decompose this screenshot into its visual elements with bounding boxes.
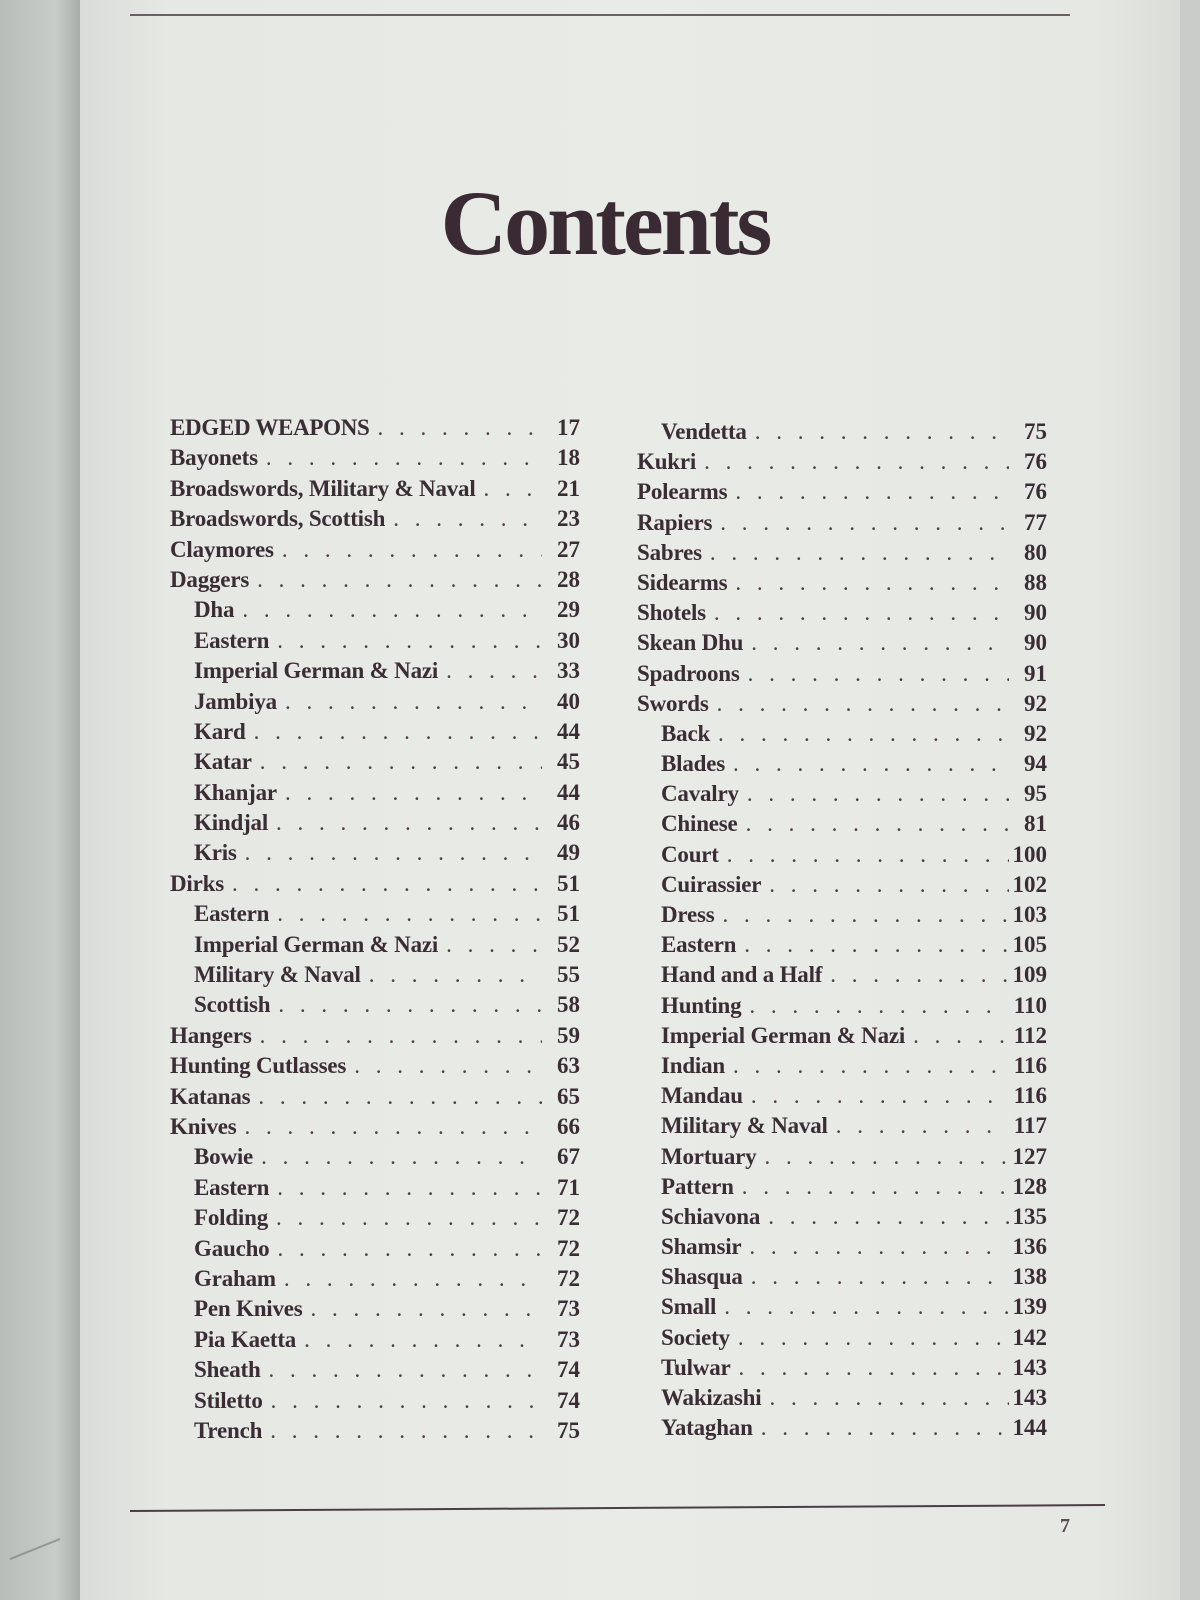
dot-leader (369, 960, 542, 990)
toc-entry-label: Daggers (170, 566, 250, 592)
dot-leader (769, 1383, 1008, 1413)
toc-entry-label: Spadroons (637, 660, 740, 686)
dot-leader (354, 1051, 542, 1081)
toc-entry-label: Imperial German & Nazi (194, 931, 439, 957)
dot-leader (739, 1353, 1009, 1383)
toc-entry (637, 1323, 1047, 1353)
toc-entry-label: Small (661, 1294, 717, 1320)
dot-leader (484, 474, 542, 504)
toc-entry-page: 73 (557, 1326, 580, 1352)
toc-entry-page: 71 (557, 1174, 580, 1200)
dot-leader (242, 595, 542, 625)
toc-entry (170, 747, 580, 777)
toc-entry (170, 687, 580, 717)
dot-leader (704, 447, 1009, 477)
toc-entry-label: Stiletto (194, 1387, 263, 1413)
toc-entry (637, 809, 1047, 839)
toc-entry (170, 838, 580, 868)
top-rule (130, 14, 1070, 16)
toc-entry-page: 127 (1012, 1143, 1047, 1169)
toc-entry-label: Wakizashi (661, 1385, 762, 1410)
toc-entry-page: 135 (1012, 1203, 1047, 1229)
dot-leader (710, 538, 1009, 568)
toc-entry (170, 1021, 580, 1051)
toc-entry-label: Mandau (661, 1083, 743, 1109)
toc-entry (637, 1111, 1047, 1141)
toc-entry-page: 66 (557, 1113, 580, 1139)
toc-entry-label: Tulwar (661, 1354, 731, 1380)
toc-entry (170, 1386, 580, 1416)
toc-entry-label: Hand and a Half (661, 962, 823, 988)
dot-leader (718, 719, 1009, 749)
toc-entry-page: 136 (1012, 1234, 1047, 1260)
dot-leader (764, 1142, 1008, 1172)
dot-leader (735, 477, 1009, 507)
dot-leader (724, 1292, 1008, 1322)
toc-entry-label: Back (661, 720, 711, 746)
toc-entry-page: 109 (1012, 962, 1047, 988)
toc-entry (170, 1082, 580, 1112)
dot-leader (733, 749, 1009, 779)
dot-leader (271, 1386, 542, 1416)
toc-entry-label: Pattern (661, 1173, 734, 1199)
toc-entry-label: Bayonets (170, 445, 258, 471)
toc-entry-label: Court (661, 841, 719, 867)
toc-entry-page: 17 (557, 415, 580, 440)
toc-entry-page: 94 (1024, 751, 1047, 777)
toc-entry (637, 1202, 1047, 1232)
dot-leader (260, 747, 542, 777)
dot-leader (755, 417, 1009, 447)
toc-entry-page: 55 (557, 962, 580, 988)
dot-leader (746, 809, 1009, 839)
dot-leader (270, 1416, 542, 1446)
toc-entry-label: Eastern (194, 901, 270, 927)
toc-entry-label: Pia Kaetta (194, 1326, 297, 1352)
toc-entry-label: Khanjar (194, 779, 277, 805)
dot-leader (304, 1325, 542, 1355)
dot-leader (751, 628, 1009, 658)
toc-entry-label: Society (661, 1324, 730, 1350)
toc-entry (637, 628, 1047, 658)
toc-entry (637, 1051, 1047, 1081)
dot-leader (761, 1413, 1009, 1443)
toc-entry (637, 568, 1047, 598)
toc-entry-label: Eastern (194, 627, 270, 653)
toc-entry-label: Indian (661, 1052, 726, 1078)
toc-entry (170, 1264, 580, 1294)
toc-entry (637, 447, 1047, 477)
dot-leader (733, 1051, 1009, 1081)
toc-entry-page: 88 (1024, 569, 1047, 595)
toc-entry (170, 535, 580, 565)
toc-entry-label: Shasqua (661, 1264, 743, 1290)
toc-entry-label: Kindjal (194, 810, 269, 836)
toc-entry-page: 75 (1024, 419, 1047, 444)
dot-leader (254, 717, 542, 747)
dot-leader (278, 990, 542, 1020)
dot-leader (749, 991, 1009, 1021)
toc-entry-label: Sheath (194, 1357, 261, 1383)
toc-entry-label: Hunting (661, 992, 742, 1018)
toc-entry (637, 719, 1047, 749)
toc-entry-page: 139 (1012, 1294, 1047, 1320)
toc-entry-page: 59 (557, 1022, 580, 1048)
toc-entry-page: 76 (1024, 479, 1047, 505)
toc-entry (170, 960, 580, 990)
toc-entry-label: Skean Dhu (637, 630, 744, 656)
toc-entry-page: 103 (1012, 902, 1047, 927)
dot-leader (913, 1021, 1009, 1051)
toc-entry-page: 30 (557, 627, 580, 653)
toc-entry-page: 51 (557, 870, 580, 896)
toc-entry-page: 40 (557, 688, 580, 714)
toc-entry (170, 443, 580, 473)
toc-column-left (170, 413, 580, 1446)
toc-entry-page: 143 (1012, 1354, 1047, 1380)
toc-entry-page: 52 (557, 931, 580, 957)
toc-entry-label: Sidearms (637, 569, 728, 595)
dot-leader (260, 1021, 542, 1051)
toc-entry (637, 1232, 1047, 1262)
toc-entry-label: Kard (194, 718, 246, 744)
toc-entry-page: 23 (557, 506, 580, 532)
toc-entry (170, 1112, 580, 1142)
toc-entry (170, 1355, 580, 1385)
toc-entry-page: 143 (1012, 1385, 1047, 1410)
dot-leader (245, 838, 542, 868)
toc-entry-label: Jambiya (194, 688, 277, 714)
toc-entry-page: 72 (557, 1235, 580, 1261)
toc-entry-label: Military & Naval (661, 1113, 828, 1139)
toc-entry-page: 21 (557, 475, 580, 501)
toc-entry (170, 413, 580, 443)
dot-leader (714, 598, 1009, 628)
toc-column-right (637, 417, 1047, 1443)
toc-entry (170, 565, 580, 595)
toc-entry (170, 1416, 580, 1446)
toc-entry (637, 870, 1047, 900)
toc-entry (170, 1142, 580, 1172)
toc-entry (637, 960, 1047, 990)
dot-leader (735, 568, 1009, 598)
toc-entry-label: Dha (194, 597, 235, 623)
toc-entry-label: Cuirassier (661, 871, 762, 897)
toc-entry (637, 689, 1047, 719)
toc-entry (170, 899, 580, 929)
toc-entry-page: 91 (1024, 660, 1047, 686)
toc-entry-label: Sabres (637, 539, 702, 565)
toc-entry-page: 142 (1012, 1324, 1047, 1350)
toc-entry (170, 990, 580, 1020)
toc-entry-label: Imperial German & Nazi (194, 658, 439, 684)
toc-entry-label: Dress (661, 902, 715, 927)
toc-entry (637, 840, 1047, 870)
toc-entry-label: Trench (194, 1417, 263, 1443)
toc-entry-page: 45 (557, 749, 580, 775)
toc-entry-page: 67 (557, 1144, 580, 1170)
dot-leader (276, 1203, 542, 1233)
toc-entry-label: Vendetta (661, 419, 747, 444)
dot-leader (285, 778, 542, 808)
dot-leader (232, 869, 542, 899)
toc-entry (170, 626, 580, 656)
toc-entry (170, 1294, 580, 1324)
dot-leader (258, 1082, 542, 1112)
dot-leader (285, 687, 542, 717)
toc-entry-page: 74 (557, 1387, 580, 1413)
dot-leader (747, 779, 1009, 809)
toc-entry-page: 18 (557, 445, 580, 471)
toc-entry-label: Kukri (637, 449, 697, 475)
dot-leader (261, 1142, 542, 1172)
page-number: 7 (1060, 1515, 1070, 1537)
toc-entry-page: 51 (557, 901, 580, 927)
toc-entry-page: 144 (1012, 1415, 1047, 1441)
toc-entry-page: 100 (1012, 841, 1047, 867)
toc-entry (637, 477, 1047, 507)
toc-entry-label: Hunting Cutlasses (170, 1053, 347, 1079)
dot-leader (830, 960, 1008, 990)
toc-entry-page: 138 (1012, 1264, 1047, 1290)
toc-entry-page: 77 (1024, 509, 1047, 535)
toc-entry-label: Swords (637, 690, 709, 716)
dot-leader (257, 565, 542, 595)
dot-leader (277, 1234, 542, 1264)
toc-entry-label: Broadswords, Military & Naval (170, 475, 476, 501)
toc-entry (637, 538, 1047, 568)
dot-leader (748, 659, 1009, 689)
dot-leader (768, 1202, 1008, 1232)
toc-entry-label: Blades (661, 751, 725, 777)
toc-entry-page: 63 (557, 1053, 580, 1079)
toc-entry-page: 76 (1024, 449, 1047, 475)
toc-entry (170, 656, 580, 686)
toc-entry-label: Mortuary (661, 1143, 757, 1169)
dot-leader (276, 808, 542, 838)
dot-leader (720, 508, 1009, 538)
toc-entry-label: Gaucho (194, 1235, 270, 1261)
toc-entry-label: Imperial German & Nazi (661, 1022, 906, 1048)
toc-entry (637, 1383, 1047, 1413)
dot-leader (378, 413, 542, 443)
dot-leader (393, 504, 542, 534)
toc-entry-page: 73 (557, 1296, 580, 1322)
dot-leader (751, 1081, 1009, 1111)
toc-entry (637, 1292, 1047, 1322)
toc-entry (637, 749, 1047, 779)
toc-entry (170, 1325, 580, 1355)
toc-entry (170, 930, 580, 960)
toc-entry (170, 504, 580, 534)
page-title: Contents (440, 172, 770, 274)
toc-entry-page: 65 (557, 1083, 580, 1109)
toc-entry (637, 1142, 1047, 1172)
toc-entry-label: Folding (194, 1205, 269, 1231)
toc-entry-page: 72 (557, 1265, 580, 1291)
toc-entry-label: Bowie (194, 1144, 254, 1170)
toc-entry-page: 75 (557, 1417, 580, 1443)
toc-entry-label: Eastern (194, 1174, 270, 1200)
dot-leader (266, 443, 542, 473)
toc-entry-page: 105 (1012, 932, 1047, 958)
toc-entry-label: Graham (194, 1265, 276, 1291)
toc-entry (637, 779, 1047, 809)
toc-entry (637, 991, 1047, 1021)
toc-entry-label: Hangers (170, 1022, 252, 1048)
toc-entry-page: 90 (1024, 630, 1047, 656)
toc-entry (637, 1081, 1047, 1111)
dot-leader (769, 870, 1008, 900)
toc-entry-page: 74 (557, 1357, 580, 1383)
toc-entry-label: Chinese (661, 811, 738, 837)
dot-leader (446, 930, 542, 960)
dot-leader (742, 1172, 1009, 1202)
toc-entry-page: 92 (1024, 690, 1047, 716)
dot-leader (727, 840, 1009, 870)
toc-entry-page: 95 (1024, 781, 1047, 807)
toc-entry (637, 1262, 1047, 1292)
toc-entry (170, 1234, 580, 1264)
toc-entry-label: Katar (194, 749, 252, 775)
toc-entry-page: 29 (557, 597, 580, 623)
toc-entry (170, 1203, 580, 1233)
toc-entry-label: Polearms (637, 479, 728, 505)
dot-leader (723, 900, 1009, 930)
toc-entry-label: Rapiers (637, 509, 713, 535)
toc-entry (637, 1172, 1047, 1202)
dot-leader (277, 1173, 542, 1203)
toc-entry (637, 930, 1047, 960)
toc-entry-page: 44 (557, 779, 580, 805)
toc-entry (637, 1021, 1047, 1051)
toc-entry (170, 595, 580, 625)
toc-entry-page: 116 (1013, 1052, 1047, 1078)
toc-entry-label: Military & Naval (194, 962, 361, 988)
toc-entry (637, 508, 1047, 538)
toc-entry-label: Yataghan (661, 1415, 753, 1441)
toc-entry-label: EDGED WEAPONS (170, 415, 370, 440)
dot-leader (284, 1264, 542, 1294)
toc-entry-label: Shamsir (661, 1234, 742, 1260)
toc-entry-label: Eastern (661, 932, 737, 958)
toc-entry (637, 417, 1047, 447)
toc-entry (637, 1353, 1047, 1383)
toc-entry-page: 46 (557, 810, 580, 836)
dot-leader (749, 1232, 1008, 1262)
toc-entry-label: Dirks (170, 870, 224, 896)
toc-entry (637, 659, 1047, 689)
toc-entry-label: Kris (194, 840, 237, 866)
toc-entry-label: Katanas (170, 1083, 251, 1109)
dot-leader (836, 1111, 1009, 1141)
toc-entry (637, 1413, 1047, 1443)
toc-entry-label: Knives (170, 1113, 237, 1139)
toc-entry-page: 28 (557, 566, 580, 592)
toc-entry-label: Scottish (194, 992, 271, 1018)
toc-entry-page: 102 (1012, 871, 1047, 897)
toc-entry-page: 92 (1024, 720, 1047, 746)
toc-entry (170, 717, 580, 747)
dot-leader (446, 656, 542, 686)
dot-leader (269, 1355, 542, 1385)
toc-entry (637, 900, 1047, 930)
toc-entry (170, 808, 580, 838)
toc-entry-label: Cavalry (661, 781, 739, 807)
toc-entry (637, 598, 1047, 628)
dot-leader (277, 899, 542, 929)
toc-entry-page: 44 (557, 718, 580, 744)
toc-entry-page: 27 (557, 536, 580, 562)
toc-entry-page: 80 (1024, 539, 1047, 565)
toc-entry-label: Broadswords, Scottish (170, 506, 386, 532)
adjacent-page-edge (0, 0, 80, 1600)
toc-entry (170, 1173, 580, 1203)
toc-entry-page: 58 (557, 992, 580, 1018)
toc-entry-label: Schiavona (661, 1203, 761, 1229)
toc-entry-label: Claymores (170, 536, 274, 562)
toc-entry-label: Pen Knives (194, 1296, 303, 1322)
dot-leader (282, 535, 542, 565)
toc-entry-page: 90 (1024, 600, 1047, 626)
toc-entry-page: 49 (557, 840, 580, 866)
dot-leader (277, 626, 542, 656)
toc-entry-page: 81 (1024, 811, 1047, 837)
toc-entry-page: 33 (557, 658, 580, 684)
toc-entry-page: 128 (1012, 1173, 1047, 1199)
toc-entry (170, 1051, 580, 1081)
dot-leader (311, 1294, 542, 1324)
toc-entry-page: 116 (1013, 1083, 1047, 1109)
dot-leader (245, 1112, 542, 1142)
toc-entry-page: 72 (557, 1205, 580, 1231)
dot-leader (751, 1262, 1009, 1292)
toc-entry-page: 112 (1013, 1022, 1047, 1048)
toc-entry-label: Shotels (637, 600, 706, 626)
toc-entry-page: 117 (1013, 1113, 1047, 1139)
toc-entry (170, 778, 580, 808)
toc-entry-page: 110 (1013, 992, 1047, 1018)
dot-leader (717, 689, 1009, 719)
toc-entry (170, 869, 580, 899)
dot-leader (744, 930, 1008, 960)
toc-entry (170, 474, 580, 504)
dot-leader (738, 1323, 1009, 1353)
